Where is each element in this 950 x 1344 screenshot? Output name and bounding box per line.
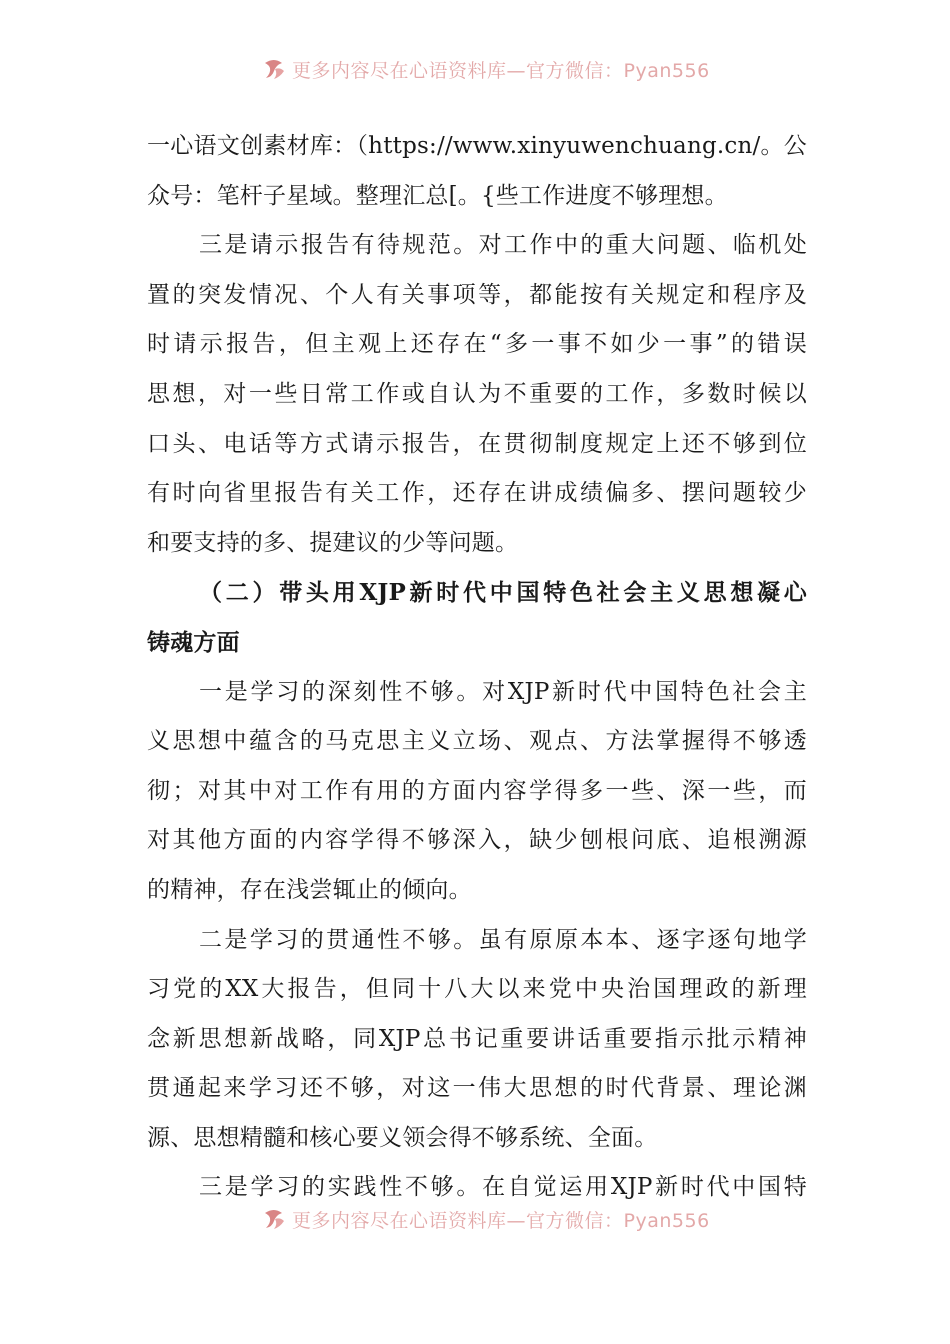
text-line: 贯通起来学习还不够，对这一伟大思想的时代背景、理论渊 — [147, 1075, 807, 1102]
section-heading-continued: 铸魂方面 — [147, 628, 240, 656]
section-heading: （二）带头用XJP新时代中国特色社会主义思想凝心 — [199, 579, 807, 607]
text-line: 置的突发情况、个人有关事项等，都能按有关规定和程序及 — [147, 281, 807, 308]
text-line: 彻；对其中对工作有用的方面内容学得多一些、深一些，而 — [147, 777, 807, 804]
text-line: 有时向省里报告有关工作，还存在讲成绩偏多、摆问题较少 — [147, 480, 807, 507]
document-body — [147, 122, 807, 1213]
text-line: 时请示报告，但主观上还存在“多一事不如少一事”的错误 — [147, 331, 807, 358]
footer-watermark — [262, 1204, 710, 1234]
text-line: 口头、电话等方式请示报告，在贯彻制度规定上还不够到位 — [147, 430, 807, 457]
text-line: 的精神，存在浅尝辄止的倾向。 — [147, 876, 472, 903]
watermark-text: 更多内容尽在心语资料库—官方微信：Pyan556 — [292, 59, 710, 82]
text-line: 一心语文创素材库：（https://www.xinyuwenchuang.cn/。公 — [147, 133, 807, 159]
paragraph-start-line: 三是学习的实践性不够。在自觉运用XJP新时代中国特 — [199, 1174, 807, 1201]
text-line: 对其他方面的内容学得不够深入，缺少刨根问底、追根溯源 — [147, 827, 807, 854]
brand-logo-icon — [262, 57, 286, 81]
text-line: 思想，对一些日常工作或自认为不重要的工作，多数时候以 — [147, 380, 807, 407]
paragraph-start-line: 二是学习的贯通性不够。虽有原原本本、逐字逐句地学 — [199, 926, 807, 953]
text-line: 念新思想新战略，同XJP总书记重要讲话重要指示批示精神 — [147, 1025, 807, 1052]
text-line: 源、思想精髓和核心要义领会得不够系统、全面。 — [147, 1124, 658, 1151]
text-line: 习党的XX大报告，但同十八大以来党中央治国理政的新理 — [147, 976, 807, 1003]
header-watermark — [262, 54, 710, 84]
watermark-text: 更多内容尽在心语资料库—官方微信：Pyan556 — [292, 1209, 710, 1232]
paragraph-start-line: 三是请示报告有待规范。对工作中的重大问题、临机处 — [199, 232, 807, 259]
paragraph-start-line: 一是学习的深刻性不够。对XJP新时代中国特色社会主 — [199, 678, 807, 705]
brand-logo-icon — [262, 1207, 286, 1231]
text-line: 众号：笔杆子星域。整理汇总[。{些工作进度不够理想。 — [147, 182, 728, 209]
text-line: 和要支持的多、提建议的少等问题。 — [147, 529, 519, 556]
text-line: 义思想中蕴含的马克思主义立场、观点、方法掌握得不够透 — [147, 728, 807, 755]
